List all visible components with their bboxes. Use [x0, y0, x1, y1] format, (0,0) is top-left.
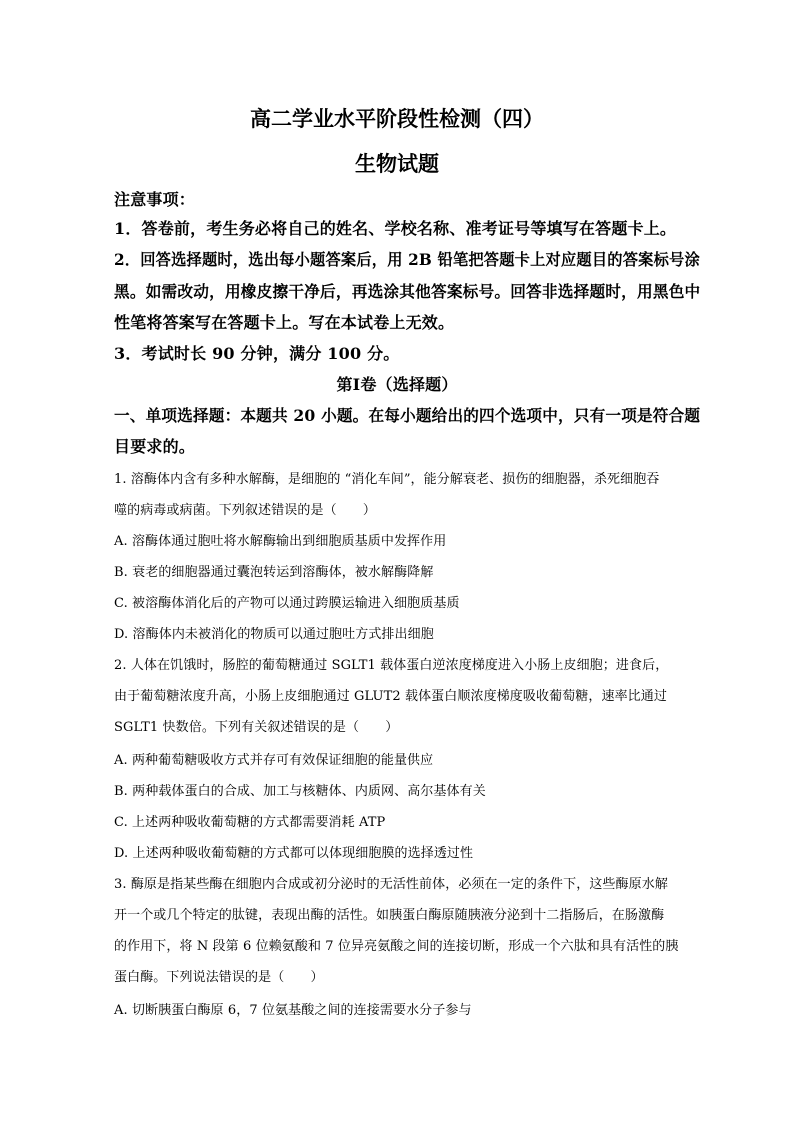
exam-title: 高二学业水平阶段性检测（四）	[250, 106, 544, 131]
question-3-stem: 开一个或几个特定的肽键，表现出酶的活性。如胰蛋白酶原随胰液分泌到十二指肠后，在肠激酶	[114, 908, 665, 923]
notice-item: 3．考试时长 90 分钟，满分 100 分。	[114, 344, 400, 363]
question-1-stem: 噬的病毒或病菌。下列叙述错误的是（ ）	[114, 503, 377, 518]
question-2-stem: SGLT1 快数倍。下列有关叙述错误的是（ ）	[114, 720, 399, 735]
question-2-option-b: B. 两种载体蛋白的合成、加工与核糖体、内质网、高尔基体有关	[114, 784, 486, 799]
question-1-option-c: C. 被溶酶体消化后的产物可以通过跨膜运输进入细胞质基质	[114, 596, 460, 611]
question-2-option-a: A. 两种葡萄糖吸收方式并存可有效保证细胞的能量供应	[114, 753, 434, 768]
question-1-option-b: B. 衰老的细胞器通过囊泡转运到溶酶体，被水解酶降解	[114, 565, 434, 580]
notice-item: 性笔将答案写在答题卡上。写在本试卷上无效。	[114, 313, 455, 332]
section-instruction: 目要求的。	[114, 437, 196, 456]
question-3-stem: 的作用下，将 N 段第 6 位赖氨酸和 7 位异亮氨酸之间的连接切断，形成一个六肽和具有活性的胰	[114, 939, 679, 954]
notice-item: 1．答卷前，考生务必将自己的姓名、学校名称、准考证号等填写在答题卡上。	[114, 219, 677, 238]
question-3-stem: 蛋白酶。下列说法错误的是（ ）	[114, 970, 324, 985]
question-2-stem: 由于葡萄糖浓度升高，小肠上皮细胞通过 GLUT2 载体蛋白顺浓度梯度吸收葡萄糖，速率比通过	[114, 689, 667, 704]
question-3-stem: 3. 酶原是指某些酶在细胞内合成或初分泌时的无活性前体，必须在一定的条件下，这些酶原水解	[114, 877, 668, 892]
notice-item: 2．回答选择题时，选出每小题答案后，用 2B 铅笔把答题卡上对应题目的答案标号涂	[114, 250, 700, 269]
exam-subtitle: 生物试题	[355, 151, 439, 176]
section-instruction: 一、单项选择题：本题共 20 小题。在每小题给出的四个选项中，只有一项是符合题	[114, 406, 701, 425]
question-2-option-d: D. 上述两种吸收葡萄糖的方式都可以体现细胞膜的选择透过性	[114, 846, 474, 861]
question-1-option-d: D. 溶酶体内未被消化的物质可以通过胞吐方式排出细胞	[114, 627, 434, 642]
question-1-stem: 1. 溶酶体内含有多种水解酶，是细胞的 “消化车间”，能分解衰老、损伤的细胞器，杀死细胞吞	[114, 472, 660, 487]
question-2-stem: 2. 人体在饥饿时，肠腔的葡萄糖通过 SGLT1 载体蛋白逆浓度梯度进入小肠上皮细胞；进食后，	[114, 658, 669, 673]
question-3-option-a: A. 切断胰蛋白酶原 6，7 位氨基酸之间的连接需要水分子参与	[114, 1003, 472, 1018]
question-2-option-c: C. 上述两种吸收葡萄糖的方式都需要消耗 ATP	[114, 815, 386, 830]
notice-item: 黑。如需改动，用橡皮擦干净后，再选涂其他答案标号。回答非选择题时，用黑色中	[114, 282, 701, 301]
notice-heading: 注意事项：	[114, 190, 196, 209]
section-title: 第Ⅰ卷（选择题）	[336, 375, 458, 394]
question-1-option-a: A. 溶酶体通过胞吐将水解酶输出到细胞质基质中发挥作用	[114, 534, 447, 549]
